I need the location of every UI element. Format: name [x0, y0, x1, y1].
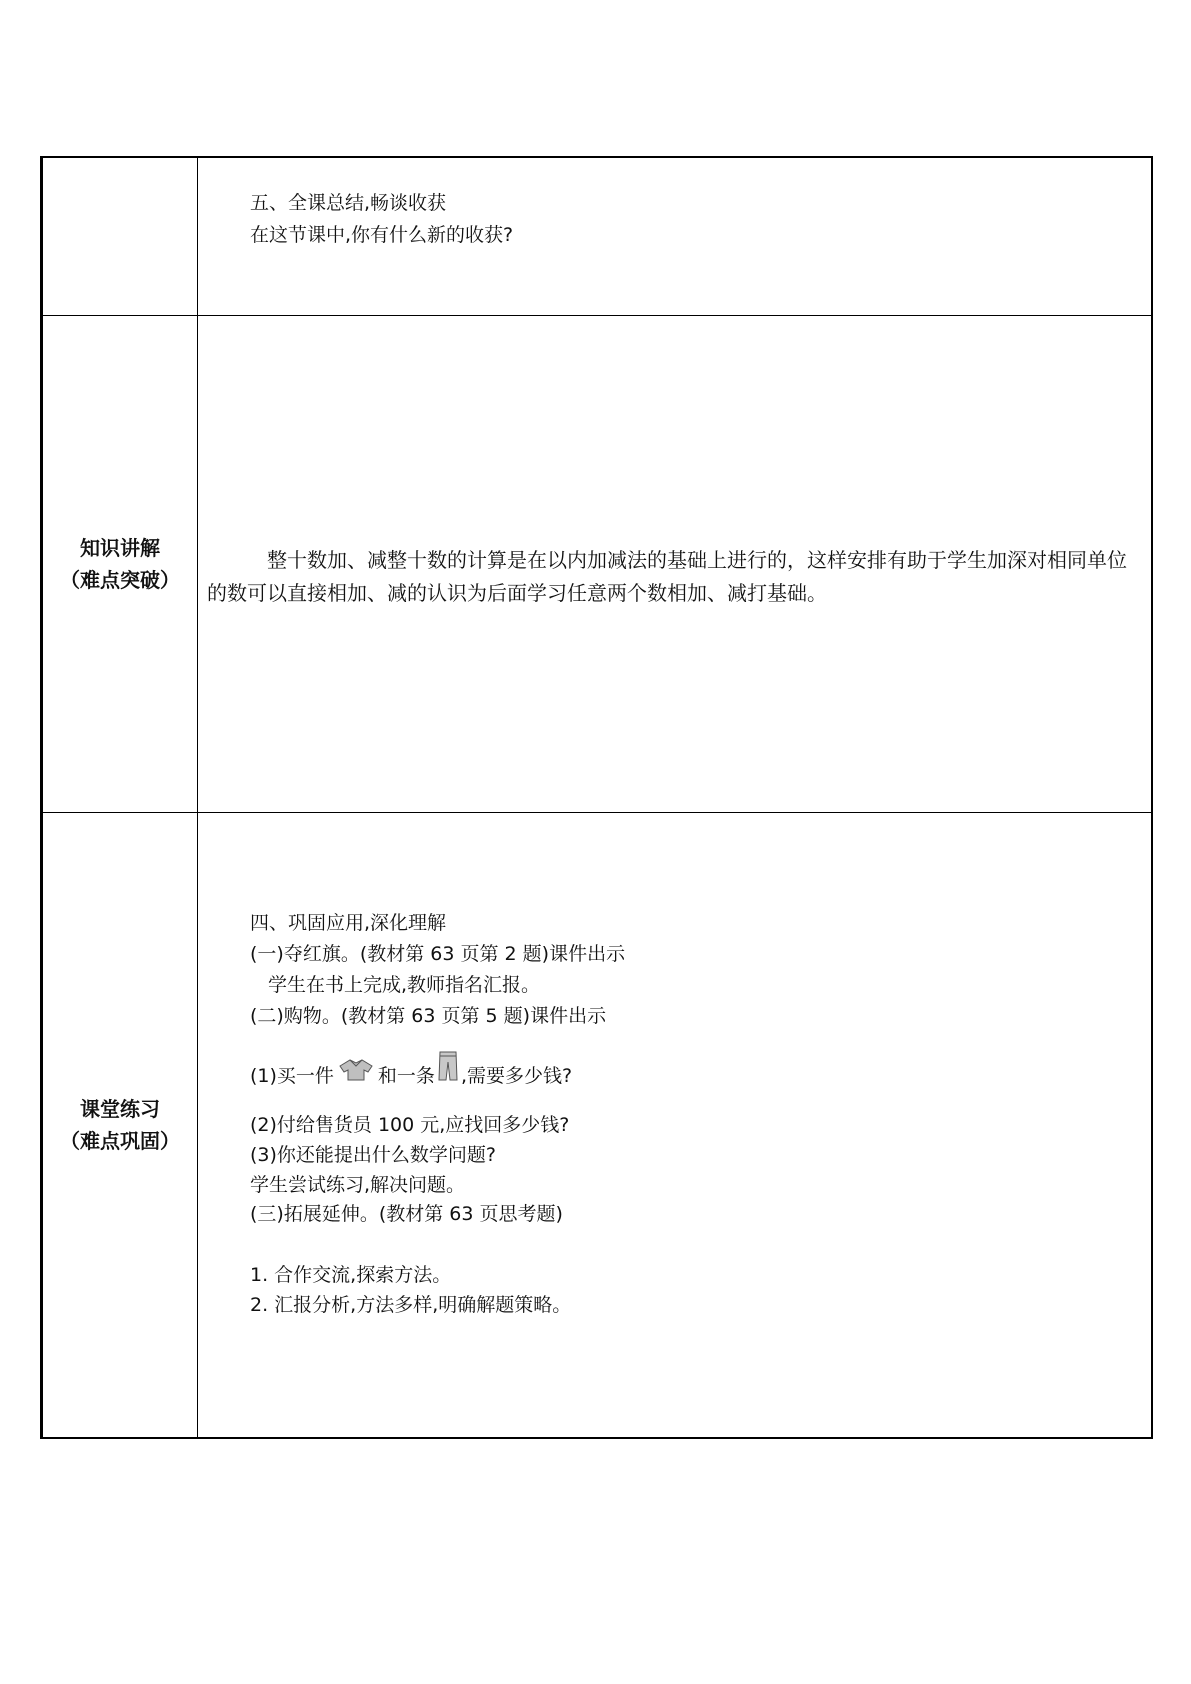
shirt-icon [336, 1058, 376, 1088]
summary-heading: 五、全课总结,畅谈收获 [250, 192, 447, 214]
extension-step-2: 2. 汇报分析,方法多样,明确解题策略。 [250, 1294, 572, 1316]
practice-part1: (一)夺红旗。(教材第 63 页第 2 题)课件出示 [250, 943, 626, 965]
practice-heading: 四、巩固应用,深化理解 [250, 912, 447, 934]
practice-row [43, 813, 1151, 1437]
knowledge-row [43, 316, 1151, 813]
practice-instruction: 学生尝试练习,解决问题。 [250, 1174, 466, 1196]
practice-part3: (三)拓展延伸。(教材第 63 页思考题) [250, 1203, 563, 1225]
summary-label-cell [43, 158, 198, 315]
question-1-part-c: ,需要多少钱? [460, 1065, 573, 1087]
practice-part1-note: 学生在书上完成,教师指名汇报。 [268, 974, 541, 996]
practice-content-cell [198, 813, 1151, 1437]
extension-step-1: 1. 合作交流,探索方法。 [250, 1264, 452, 1286]
summary-content-cell [198, 158, 1151, 315]
knowledge-label-subtitle: （难点突破） [60, 568, 180, 592]
question-1-part-a: (1)买一件 [250, 1065, 334, 1087]
question-3: (3)你还能提出什么数学问题? [250, 1144, 496, 1166]
question-1-part-b: 和一条 [377, 1065, 435, 1087]
practice-label-cell [43, 813, 198, 1437]
pants-icon [437, 1050, 459, 1088]
practice-part2: (二)购物。(教材第 63 页第 5 题)课件出示 [250, 1005, 607, 1027]
knowledge-label-title: 知识讲解 [80, 536, 160, 560]
lesson-plan-table [40, 156, 1153, 1439]
knowledge-paragraph: 整十数加、减整十数的计算是在以内加减法的基础上进行的，这样安排有助于学生加深对相同单位的数可以直接相加、减的认识为后面学习任意两个数相加、减打基础。 [207, 548, 1127, 605]
summary-question: 在这节课中,你有什么新的收获? [250, 224, 514, 246]
summary-row [43, 158, 1151, 316]
question-2: (2)付给售货员 100 元,应找回多少钱? [250, 1114, 570, 1136]
knowledge-label-cell [43, 316, 198, 812]
knowledge-content-cell [198, 316, 1151, 812]
question-1 [250, 1050, 572, 1088]
practice-label-subtitle: （难点巩固） [60, 1129, 180, 1153]
practice-label-title: 课堂练习 [80, 1097, 160, 1121]
